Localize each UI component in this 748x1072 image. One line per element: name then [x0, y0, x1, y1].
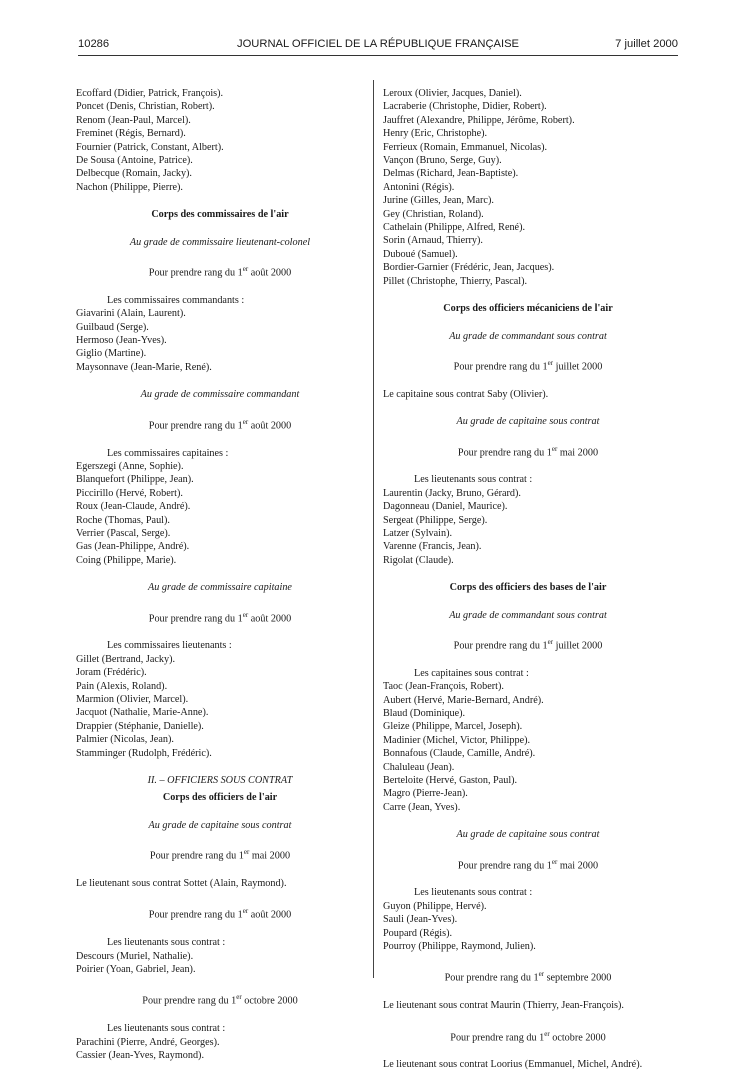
- corps-heading: Corps des officiers des bases de l'air: [449, 582, 607, 594]
- entry-line: Gey (Christian, Roland).: [383, 208, 484, 220]
- entry-line: Coing (Philippe, Marie).: [76, 554, 177, 566]
- corps-heading: Corps des commissaires de l'air: [151, 209, 289, 221]
- entry-line: Sergeat (Philippe, Serge).: [383, 514, 488, 526]
- rank-date-line: Pour prendre rang du 1er octobre 2000: [450, 1029, 606, 1044]
- entry-line: Palmier (Nicolas, Jean).: [76, 734, 174, 746]
- entry-line: Gas (Jean-Philippe, André).: [76, 541, 190, 553]
- journal-title: JOURNAL OFFICIEL DE LA RÉPUBLIQUE FRANÇAISE: [236, 38, 520, 50]
- grade-subheading: Au grade de commissaire commandant: [140, 389, 300, 401]
- entry-line: Joram (Frédéric).: [76, 667, 147, 679]
- grade-subheading: Au grade de commissaire lieutenant-colonel: [129, 236, 311, 248]
- grade-subheading: Au grade de commandant sous contrat: [449, 609, 607, 621]
- part-heading: II. – OFFICIERS SOUS CONTRAT: [147, 775, 293, 787]
- grade-subheading: Au grade de capitaine sous contrat: [456, 829, 600, 841]
- entry-line: Le lieutenant sous contrat Maurin (Thierry, Jean-François).: [383, 1000, 624, 1012]
- entry-line: Dagonneau (Daniel, Maurice).: [383, 501, 508, 513]
- entry-line: Laurentin (Jacky, Bruno, Gérard).: [383, 487, 521, 499]
- left-column: [76, 87, 364, 1062]
- entry-line: Leroux (Olivier, Jacques, Daniel).: [383, 88, 522, 99]
- entry-line: Delbecque (Romain, Jacky).: [76, 168, 192, 180]
- entry-line: Ecoffard (Didier, Patrick, François).: [76, 88, 224, 99]
- list-intro: Les lieutenants sous contrat :: [414, 474, 533, 486]
- entry-line: Bonnafous (Claude, Camille, André).: [383, 748, 536, 760]
- list-intro: Les lieutenants sous contrat :: [107, 937, 226, 949]
- entry-line: Maysonnave (Jean-Marie, René).: [76, 361, 212, 373]
- entry-line: Jacquot (Nathalie, Marie-Anne).: [76, 707, 209, 719]
- entry-line: Piccirillo (Hervé, Robert).: [76, 487, 183, 499]
- list-intro: Les lieutenants sous contrat :: [414, 887, 533, 899]
- list-intro: Les commissaires capitaines :: [107, 447, 229, 459]
- entry-line: Nachon (Philippe, Pierre).: [76, 181, 183, 193]
- entry-line: Roche (Thomas, Paul).: [76, 514, 170, 526]
- entry-line: Magro (Pierre-Jean).: [383, 788, 468, 800]
- entry-line: Hermoso (Jean-Yves).: [76, 335, 167, 347]
- entry-line: Ferrieux (Romain, Emmanuel, Nicolas).: [383, 141, 548, 153]
- rank-date-line: Pour prendre rang du 1er octobre 2000: [142, 993, 298, 1007]
- entry-line: Poupard (Régis).: [383, 927, 453, 939]
- entry-line: Roux (Jean-Claude, André).: [76, 501, 191, 513]
- entry-line: Marmion (Olivier, Marcel).: [76, 693, 189, 705]
- grade-subheading: Au grade de capitaine sous contrat: [148, 819, 292, 831]
- entry-line: Vançon (Bruno, Serge, Guy).: [383, 155, 502, 167]
- entry-line: Pourroy (Philippe, Raymond, Julien).: [383, 941, 536, 953]
- entry-line: Latzer (Sylvain).: [383, 527, 453, 539]
- entry-line: Taoc (Jean-François, Robert).: [383, 681, 504, 693]
- entry-line: Bordier-Garnier (Frédéric, Jean, Jacques).: [383, 262, 555, 274]
- entry-line: Gleize (Philippe, Marcel, Joseph).: [383, 721, 523, 733]
- entry-line: Duboué (Samuel).: [383, 248, 458, 260]
- rank-date-line: Pour prendre rang du 1er juillet 2000: [453, 637, 603, 652]
- entry-line: Renom (Jean-Paul, Marcel).: [76, 114, 191, 126]
- header-rule: [78, 55, 678, 56]
- rank-date-line: Pour prendre rang du 1er août 2000: [148, 265, 292, 279]
- entry-line: Le lieutenant sous contrat Sottet (Alain, Raymond).: [76, 878, 287, 890]
- entry-line: Parachini (Pierre, André, Georges).: [76, 1036, 220, 1048]
- entry-line: Rigolat (Claude).: [383, 554, 454, 566]
- rank-date-line: Pour prendre rang du 1er août 2000: [148, 907, 292, 921]
- issue-date: 7 juillet 2000: [615, 38, 678, 50]
- entry-line: Stamminger (Rudolph, Frédéric).: [76, 747, 212, 759]
- entry-line: Freminet (Régis, Bernard).: [76, 128, 186, 140]
- entry-line: Sorin (Arnaud, Thierry).: [383, 235, 483, 247]
- entry-line: Guyon (Philippe, Hervé).: [383, 900, 487, 912]
- entry-line: Giavarini (Alain, Laurent).: [76, 308, 186, 320]
- entry-line: Le lieutenant sous contrat Loorius (Emmanuel, Michel, André).: [383, 1059, 643, 1071]
- entry-line: Cathelain (Philippe, Alfred, René).: [383, 222, 526, 234]
- entry-line: Berteloite (Hervé, Gaston, Paul).: [383, 775, 518, 787]
- grade-subheading: Au grade de capitaine sous contrat: [456, 416, 600, 428]
- right-column: [383, 87, 673, 1072]
- entry-line: Pain (Alexis, Roland).: [76, 680, 168, 692]
- entry-line: Egerszegi (Anne, Sophie).: [76, 460, 184, 472]
- entry-line: Cassier (Jean-Yves, Raymond).: [76, 1050, 204, 1062]
- list-intro: Les lieutenants sous contrat :: [107, 1023, 226, 1035]
- entry-line: Descours (Muriel, Nathalie).: [76, 950, 194, 962]
- entry-line: Henry (Eric, Christophe).: [383, 128, 488, 140]
- rank-date-line: Pour prendre rang du 1er mai 2000: [457, 857, 599, 872]
- list-intro: Les commissaires commandants :: [107, 294, 245, 306]
- entry-line: Lacraberie (Christophe, Didier, Robert).: [383, 101, 547, 113]
- entry-line: Carre (Jean, Yves).: [383, 801, 461, 813]
- rank-date-line: Pour prendre rang du 1er mai 2000: [457, 444, 599, 458]
- entry-line: Sauli (Jean-Yves).: [383, 914, 458, 926]
- entry-line: Pillet (Christophe, Thierry, Pascal).: [383, 275, 528, 287]
- corps-heading: Corps des officiers de l'air: [162, 792, 278, 804]
- entry-line: Verrier (Pascal, Serge).: [76, 527, 171, 539]
- rank-date-line: Pour prendre rang du 1er mai 2000: [149, 848, 291, 862]
- entry-line: Fournier (Patrick, Constant, Albert).: [76, 141, 224, 153]
- entry-line: Gillet (Bertrand, Jacky).: [76, 653, 176, 665]
- page-number: 10286: [78, 38, 110, 50]
- entry-line: Blanquefort (Philippe, Jean).: [76, 474, 194, 486]
- entry-line: Blaud (Dominique).: [383, 707, 466, 719]
- entry-line: Jurine (Gilles, Jean, Marc).: [383, 195, 494, 207]
- entry-line: Antonini (Régis).: [383, 181, 455, 193]
- entry-line: Drappier (Stéphanie, Danielle).: [76, 720, 204, 732]
- entry-line: Aubert (Hervé, Marie-Bernard, André).: [383, 694, 544, 706]
- entry-line: Varenne (Francis, Jean).: [383, 541, 482, 553]
- entry-line: Poirier (Yoan, Gabriel, Jean).: [76, 964, 196, 976]
- list-intro: Les commissaires lieutenants :: [107, 640, 232, 652]
- rank-date-line: Pour prendre rang du 1er septembre 2000: [444, 970, 612, 984]
- entry-line: Delmas (Richard, Jean-Baptiste).: [383, 168, 519, 180]
- grade-subheading: Au grade de commissaire capitaine: [148, 582, 292, 594]
- grade-subheading: Au grade de commandant sous contrat: [449, 330, 607, 342]
- entry-line: Chaluleau (Jean).: [383, 761, 455, 773]
- corps-heading: Corps des officiers mécaniciens de l'air: [443, 303, 613, 315]
- rank-date-line: Pour prendre rang du 1er août 2000: [148, 610, 292, 624]
- rank-date-line: Pour prendre rang du 1er juillet 2000: [453, 358, 603, 373]
- entry-line: Le capitaine sous contrat Saby (Olivier).: [383, 388, 549, 400]
- entry-line: Guilbaud (Serge).: [76, 321, 149, 333]
- entry-line: Giglio (Martine).: [76, 348, 147, 360]
- entry-line: De Sousa (Antoine, Patrice).: [76, 155, 193, 167]
- list-intro: Les capitaines sous contrat :: [414, 667, 529, 679]
- page-header: [78, 38, 678, 54]
- entry-line: Jauffret (Alexandre, Philippe, Jérôme, Robert).: [383, 114, 575, 126]
- rank-date-line: Pour prendre rang du 1er août 2000: [148, 417, 292, 432]
- column-divider: [373, 80, 374, 978]
- entry-line: Poncet (Denis, Christian, Robert).: [76, 101, 215, 113]
- entry-line: Madinier (Michel, Victor, Philippe).: [383, 734, 531, 746]
